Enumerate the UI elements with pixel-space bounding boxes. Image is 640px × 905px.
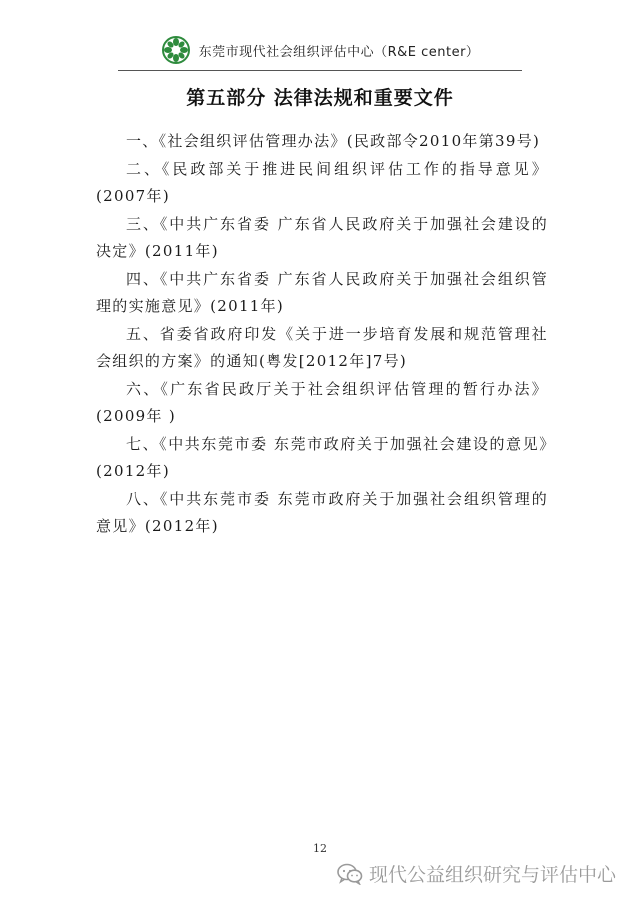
- page-title: 第五部分 法律法规和重要文件: [186, 87, 454, 109]
- list-item: 七、《中共东莞市委 东莞市政府关于加强社会建设的意见》(2012年): [96, 434, 548, 480]
- list-item: 三、《中共广东省委 广东省人民政府关于加强社会建设的决定》(2011年): [96, 214, 548, 260]
- document-list: [96, 128, 548, 541]
- page-number: 12: [313, 842, 327, 855]
- list-item: 四、《中共广东省委 广东省人民政府关于加强社会组织管理的实施意见》(2011年): [96, 269, 548, 315]
- list-item: 六、《广东省民政厅关于社会组织评估管理的暂行办法》(2009年 ): [96, 379, 548, 425]
- header-org-name: 东莞市现代社会组织评估中心（R&E center）: [198, 44, 480, 60]
- list-item: 一、《社会组织评估管理办法》(民政部令2010年第39号): [126, 132, 541, 150]
- green-org-logo-icon: [161, 35, 191, 65]
- list-item: 二、《民政部关于推进民间组织评估工作的指导意见》(2007年): [96, 159, 548, 205]
- list-item: 五、省委省政府印发《关于进一步培育发展和规范管理社会组织的方案》的通知(粤发[2012年]7号): [96, 324, 548, 370]
- list-item: 八、《中共东莞市委 东莞市政府关于加强社会组织管理的意见》(2012年): [96, 489, 548, 535]
- document-header: [0, 30, 640, 70]
- watermark-text: 现代公益组织研究与评估中心: [368, 864, 616, 886]
- wechat-icon: [337, 863, 363, 885]
- wechat-watermark: [337, 860, 616, 887]
- header-divider: [118, 70, 522, 71]
